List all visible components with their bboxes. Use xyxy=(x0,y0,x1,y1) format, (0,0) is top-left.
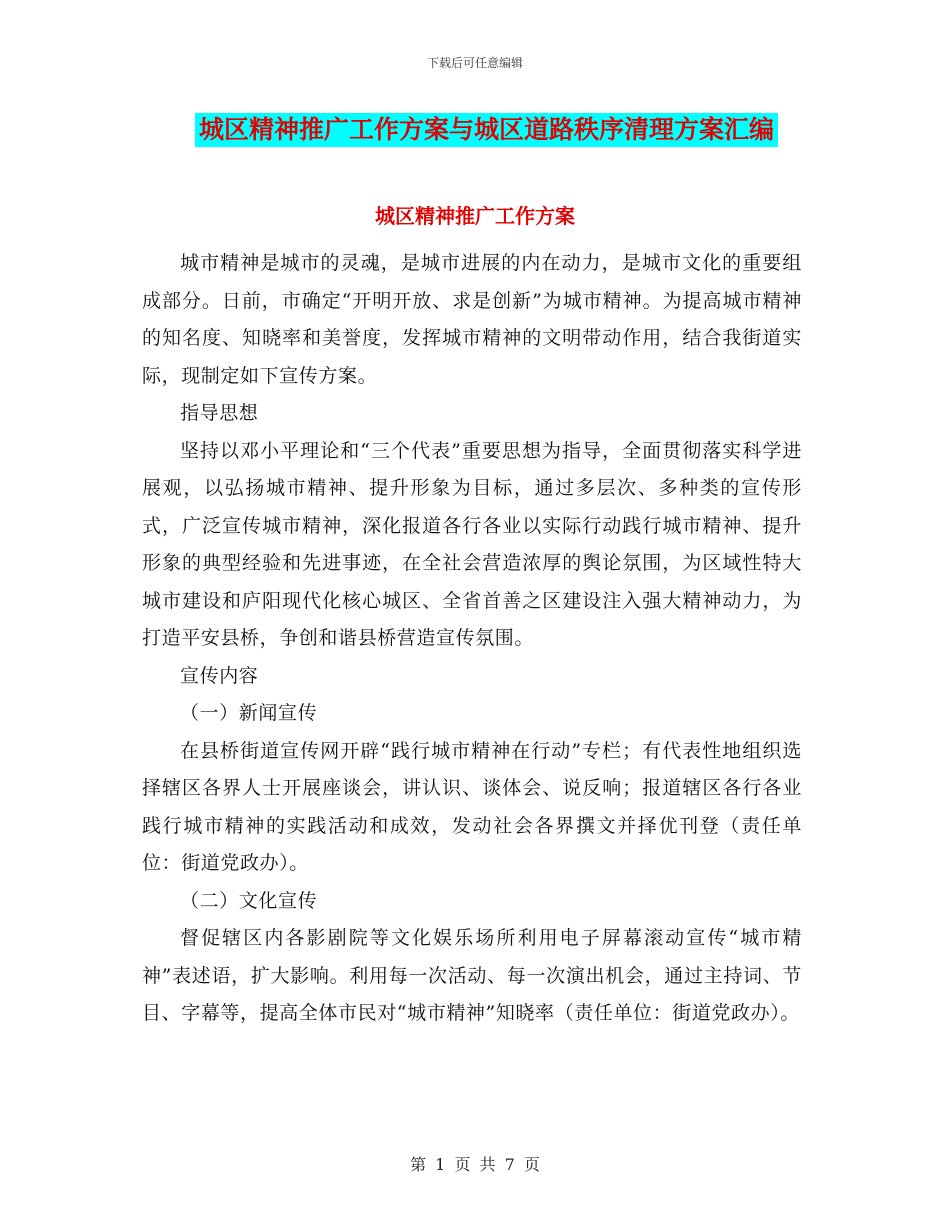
heading-guiding-ideology: 指导思想 xyxy=(180,402,259,424)
document-body xyxy=(142,245,802,1033)
subheading-news-publicity: （一）新闻宣传 xyxy=(180,702,318,724)
section-title: 城区精神推广工作方案 xyxy=(375,204,575,228)
page-number-footer: 第 1 页 共 7 页 xyxy=(410,1155,540,1174)
intro-paragraph: 城市精神是城市的灵魂，是城市进展的内在动力，是城市文化的重要组成部分。日前，市确定“开明开放、求是创新”为城市精神。为提高城市精神的知名度、知晓率和美誉度，发挥城市精神的文明带动作用，结合我街道实际，现制定如下宣传方案。 xyxy=(142,252,802,387)
news-publicity-paragraph: 在县桥街道宣传网开辟“践行城市精神在行动”专栏；有代表性地组织选择辖区各界人士开展座谈会，讲认识、谈体会、说反响；报道辖区各行各业践行城市精神的实践活动和成效，发动社会各界撰文并择优刊登（责任单位：街道党政办）。 xyxy=(142,739,802,874)
subheading-cultural-publicity: （二）文化宣传 xyxy=(180,889,318,912)
guiding-ideology-paragraph: 坚持以邓小平理论和“三个代表”重要思想为指导，全面贯彻落实科学进展观，以弘扬城市精神、提升形象为目标，通过多层次、多种类的宣传形式，广泛宣传城市精神，深化报道各行各业以实际行动践行城市精神、提升形象的典型经验和先进事迹，在全社会营造浓厚的舆论氛围，为区域性特大城市建设和庐阳现代化核心城区、全省首善之区建设注入强大精神动力，为打造平安县桥，争创和谐县桥营造宣传氛围。 xyxy=(142,439,802,649)
document-title: 城区精神推广工作方案与城区道路秩序清理方案汇编 xyxy=(195,113,778,147)
cultural-publicity-paragraph: 督促辖区内各影剧院等文化娱乐场所利用电子屏幕滚动宣传“城市精神”表述语，扩大影响。利用每一次活动、每一次演出机会，通过主持词、节目、字幕等，提高全体市民对“城市精神”知晓率（责任单位：街道党政办）。 xyxy=(142,927,802,1024)
heading-publicity-content: 宣传内容 xyxy=(180,664,259,687)
page-header-note: 下载后可任意编辑 xyxy=(426,56,523,70)
